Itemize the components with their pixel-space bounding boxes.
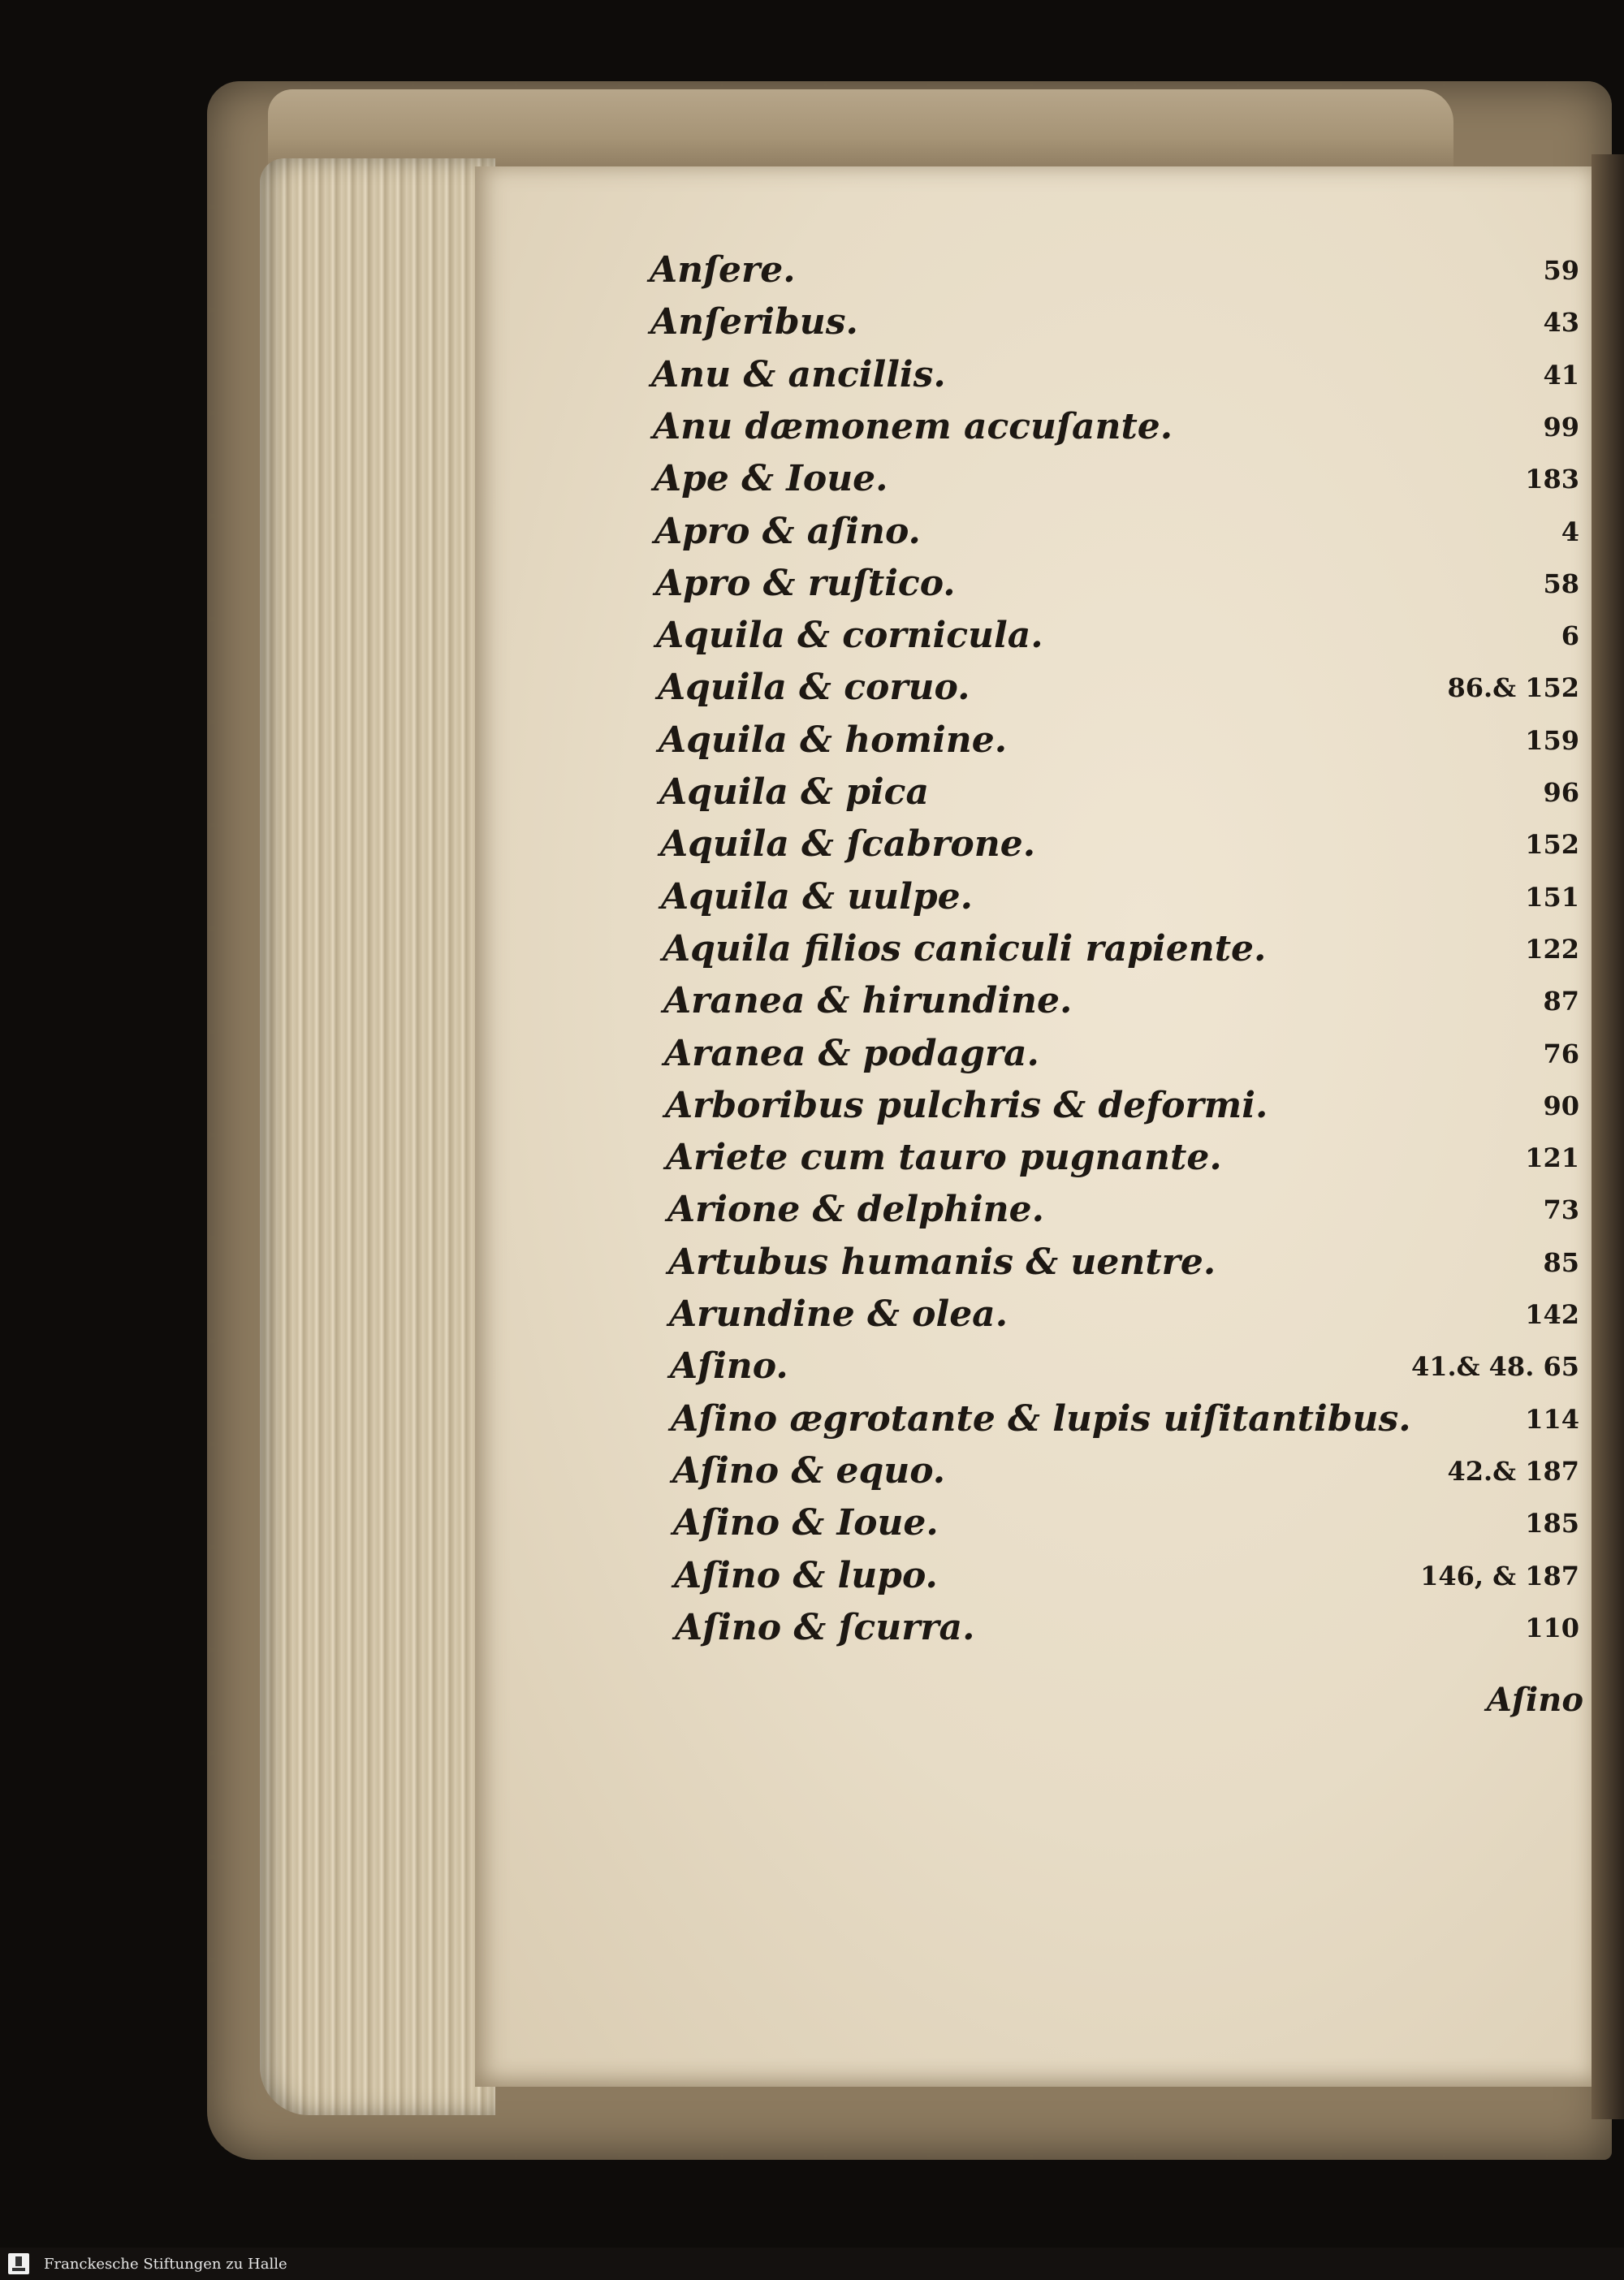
index-entry-page: 76 (1543, 1039, 1579, 1069)
index-entry-label: Aſino & equo. (672, 1450, 946, 1492)
index-entry-page: 4 (1561, 516, 1579, 547)
index-entry-label: Aquila & pica (659, 771, 929, 813)
index-entry-page: 43 (1543, 307, 1579, 338)
index-entry-label: Anſeribus. (650, 301, 858, 343)
index-entry-page: 114 (1525, 1404, 1579, 1435)
index-entry-page: 122 (1525, 934, 1579, 965)
index-entry-page: 183 (1525, 464, 1579, 494)
index-entry-label: Aquila & coruo. (658, 667, 970, 708)
institution-logo-icon (8, 2253, 29, 2274)
index-entry-page: 87 (1543, 986, 1579, 1017)
institution-name: Franckesche Stiftungen zu Halle (44, 2255, 287, 2273)
index-entry-page: 59 (1543, 255, 1579, 286)
index-entry-label: Aquila & homine. (659, 719, 1008, 761)
index-entry-label: Aranea & hirundine. (663, 980, 1073, 1021)
index-entry-page: 152 (1525, 829, 1579, 860)
index-entry-page: 90 (1543, 1090, 1579, 1121)
index-entry-label: Aquila filios caniculi rapiente. (663, 928, 1267, 969)
index-entry-label: Aſino & ſcurra. (675, 1607, 975, 1648)
index-entry-page: 96 (1543, 777, 1579, 808)
index-entry-label: Aſino & lupo. (674, 1555, 938, 1596)
index-entry-page: 85 (1543, 1247, 1579, 1278)
index-entry-page: 185 (1525, 1508, 1579, 1539)
index-entry-page: 142 (1525, 1299, 1579, 1330)
index-entry-label: Aquila & cornicula. (656, 615, 1043, 656)
index-entry-label: Ape & Ioue. (654, 458, 888, 499)
index-entry-page: 58 (1543, 568, 1579, 599)
footer-bar (0, 2248, 1624, 2280)
index-entry-label: Arundine & olea. (669, 1293, 1009, 1335)
index-entry-label: Aſino. (670, 1345, 788, 1387)
index-entry-label: Aquila & uulpe. (661, 876, 973, 918)
index-entry-page: 41 (1543, 360, 1579, 391)
index-entry-label: Aquila & ſcabrone. (660, 823, 1036, 865)
index-entry-page: 86.& 152 (1447, 672, 1579, 703)
index-entry-page: 159 (1525, 725, 1579, 756)
index-entry-page: 121 (1525, 1142, 1579, 1173)
index-entry-label: Arione & delphine. (667, 1189, 1044, 1230)
index-entry-label: Aranea & podagra. (664, 1033, 1039, 1074)
index-entry-page: 110 (1525, 1613, 1579, 1643)
index-entry-page: 6 (1561, 620, 1579, 651)
index-entry-label: Anſere. (650, 249, 796, 291)
index-entry-label: Anu & ancillis. (651, 354, 946, 395)
index-entry-label: Artubus humanis & uentre. (668, 1241, 1216, 1283)
index-entry-label: Anu dæmonem accuſante. (653, 406, 1173, 447)
index-entry-label: Apro & aſino. (654, 511, 921, 552)
index-entry-label: Arboribus pulchris & deformi. (665, 1085, 1268, 1126)
index-entry-page: 151 (1525, 882, 1579, 913)
index-entry-label: Apro & ruſtico. (655, 563, 956, 604)
index-entry-page: 73 (1543, 1194, 1579, 1225)
index-entry-label: Aſino ægrotante & lupis uiſitantibus. (671, 1398, 1411, 1440)
catchword: Aſino (1486, 1681, 1583, 1719)
index-entry-label: Aſino & Ioue. (673, 1502, 939, 1544)
index-entry-page: 41.& 48. 65 (1410, 1351, 1579, 1382)
index-entry-page: 42.& 187 (1447, 1456, 1579, 1487)
index-entry-page: 146, & 187 (1420, 1561, 1579, 1591)
index-entry-page: 99 (1543, 412, 1579, 443)
index-entry-label: Ariete cum tauro pugnante. (666, 1137, 1222, 1178)
